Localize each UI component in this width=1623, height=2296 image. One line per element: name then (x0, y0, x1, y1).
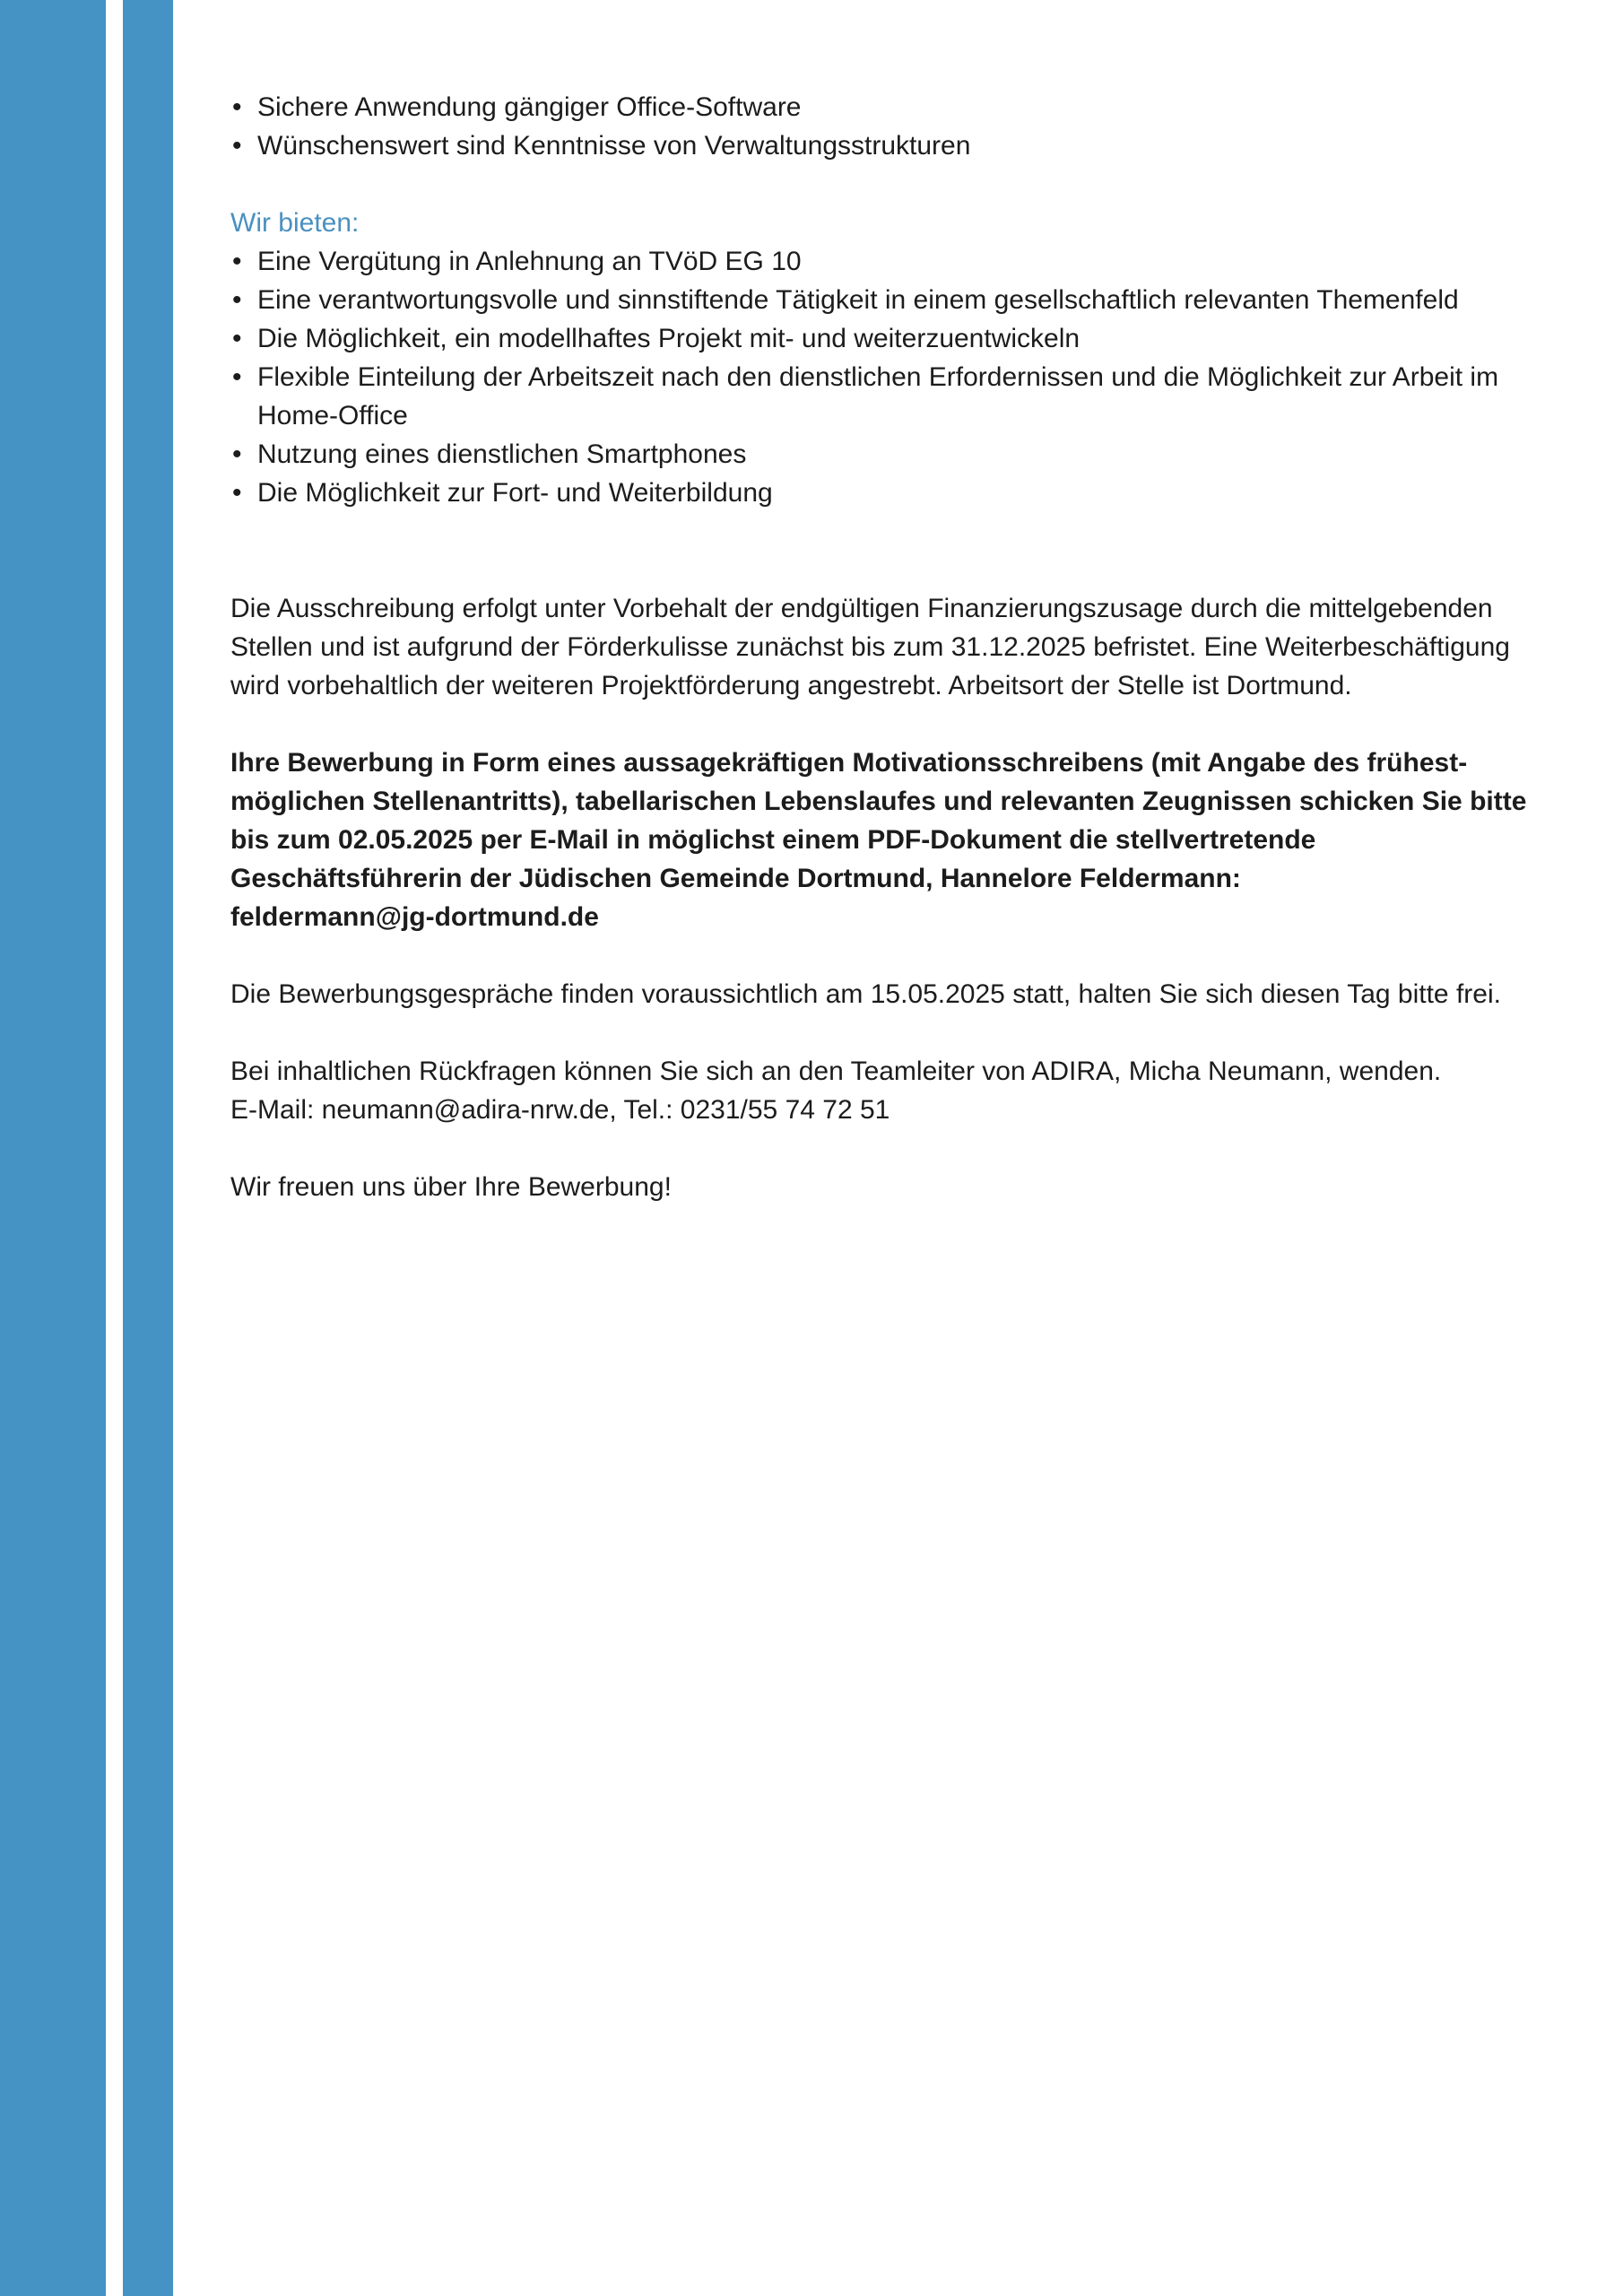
contact-email-phone[interactable]: E-Mail: neumann@adira-nrw.de, Tel.: 0231/55 74 72 51 (230, 1095, 890, 1125)
list-item: • Sichere Anwendung gängiger Office-Software (230, 88, 1549, 126)
left-decorative-stripe-narrow (123, 0, 173, 2296)
application-instructions (230, 744, 1549, 936)
interview-notice: Die Bewerbungsgespräche finden voraussichtlich am 15.05.2025 statt, halten Sie sich diesen Tag bitte frei. (230, 979, 1501, 1009)
offer-heading: Wir bieten: (230, 208, 360, 238)
list-item: • Wünschenswert sind Kenntnisse von Verwaltungsstrukturen (230, 126, 1549, 165)
list-item: • Eine verantwortungsvolle und sinnstiftende Tätigkeit in einem gesellschaftlich relevanten Themenfeld (230, 281, 1549, 319)
funding-notice: Die Ausschreibung erfolgt unter Vorbehalt der endgültigen Finanzierungszusage durch die mittelgebenden Stellen und ist aufgrund der Förderkulisse zunächst bis zum 31.12.2025 befristet. Eine Weiterbeschäftigung wird vorbehaltlich der weiteren Projektförderung angestrebt. Arbeitsort der Stelle ist Dortmund. (230, 594, 1510, 700)
left-decorative-stripe-wide (0, 0, 106, 2296)
list-item: • Flexible Einteilung der Arbeitszeit nach den dienstlichen Erfordernissen und die Möglichkeit zur Arbeit im Home-Office (230, 358, 1549, 435)
list-item: • Die Möglichkeit, ein modellhaftes Projekt mit- und weiterzuentwickeln (230, 319, 1549, 358)
closing-line: Wir freuen uns über Ihre Bewerbung! (230, 1172, 672, 1202)
list-item: • Nutzung eines dienstlichen Smartphones (230, 435, 1549, 474)
application-text: Ihre Bewerbung in Form eines aussagekräftigen Motivationsschreibens (mit Angabe des frühestmöglichen Stellenantritts), tabellarischen Lebenslaufes und relevanten Zeugnissen schicken Sie bitte bis zum 02.05.2025 per E-Mail in möglichst einem PDF-Dokument die stellvertretende Geschäftsführerin der Jüdischen Gemeinde Dortmund, Hannelore Feldermann: (230, 748, 1527, 893)
contact-info (230, 1052, 1549, 1129)
list-item: • Die Möglichkeit zur Fort- und Weiterbildung (230, 474, 1549, 512)
offer-list (230, 242, 1549, 512)
requirements-list (230, 88, 1549, 165)
document-body (230, 88, 1549, 1206)
application-email-link[interactable]: feldermann@jg-dortmund.de (230, 902, 599, 932)
list-item: • Eine Vergütung in Anlehnung an TVöD EG 10 (230, 242, 1549, 281)
contact-line: Bei inhaltlichen Rückfragen können Sie sich an den Teamleiter von ADIRA, Micha Neumann, wenden. (230, 1057, 1442, 1086)
